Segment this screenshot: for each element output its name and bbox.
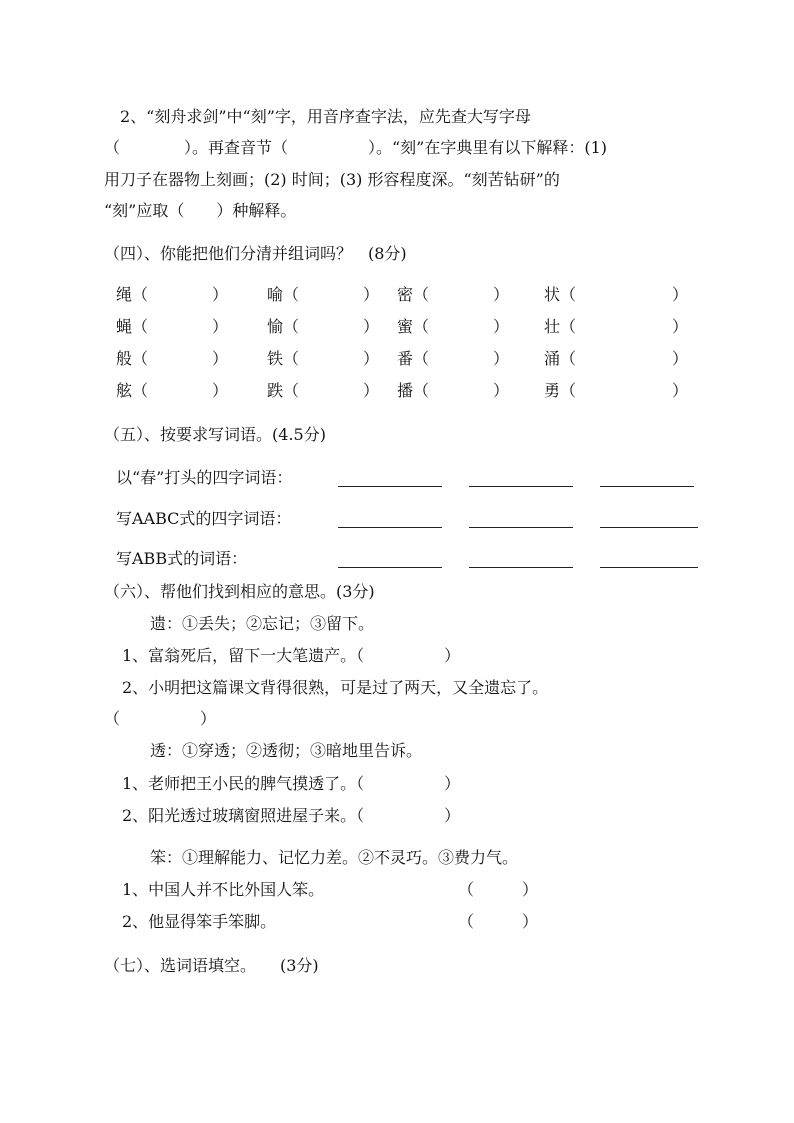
q2-line4: “刻”应取（ ）种解释。	[104, 201, 297, 220]
s4-cell: 状（ ）	[544, 285, 689, 304]
q2-line2: （ ）。再查音节（ ）。“刻”在字典里有以下解释：(1)	[104, 138, 608, 157]
answer-paren: （ ）	[104, 709, 217, 728]
section-6-title: （六）、帮他们找到相应的意思。(3分)	[104, 582, 375, 601]
sentence: 1、富翁死后，留下一大笔遗产。（ ）	[122, 646, 461, 665]
answer-line[interactable]	[338, 567, 442, 568]
definition-yi: 遗：①丢失；②忘记；③留下。	[150, 614, 375, 633]
s4-cell: 铁（ ）	[267, 349, 380, 368]
definition-tou: 透：①穿透；②透彻；③暗地里告诉。	[150, 741, 423, 760]
section-7-title: （七）、选词语填空。 (3分)	[104, 956, 319, 975]
s4-cell: 蜜（ ）	[397, 317, 510, 336]
s4-cell: 绳（ ）	[116, 285, 229, 304]
answer-line[interactable]	[469, 567, 573, 568]
definition-ben: 笨：①理解能力、记忆力差。②不灵巧。③费力气。	[150, 848, 519, 867]
answer-paren: （ ）	[458, 880, 539, 899]
answer-line[interactable]	[338, 486, 442, 487]
s4-cell: 番（ ）	[397, 349, 510, 368]
answer-line[interactable]	[600, 527, 698, 528]
sentence: 1、中国人并不比外国人笨。	[122, 880, 325, 899]
s5-item-label: 写ABB式的词语：	[116, 549, 248, 568]
s4-cell: 涌（ ）	[544, 349, 689, 368]
s4-cell: 密（ ）	[397, 285, 510, 304]
answer-line[interactable]	[469, 486, 573, 487]
s4-cell: 般（ ）	[116, 349, 229, 368]
answer-paren: （ ）	[458, 912, 539, 931]
s4-cell: 勇（ ）	[544, 381, 689, 400]
s5-item-label: 以“春”打头的四字词语：	[116, 468, 293, 487]
s4-cell: 跌（ ）	[267, 381, 380, 400]
sentence: 2、他显得笨手笨脚。	[122, 912, 277, 931]
answer-line[interactable]	[469, 527, 573, 528]
s4-cell: 播（ ）	[397, 381, 510, 400]
answer-line[interactable]	[600, 486, 694, 487]
s4-cell: 舷（ ）	[116, 381, 229, 400]
sentence: 1、老师把王小民的脾气摸透了。（ ）	[122, 774, 461, 793]
q2-line1: 2、“刻舟求剑”中“刻”字，用音序查字法，应先查大写字母	[120, 107, 531, 126]
s4-cell: 蝇（ ）	[116, 317, 229, 336]
section-5-title: （五）、按要求写词语。(4.5分)	[104, 425, 326, 444]
answer-line[interactable]	[338, 527, 442, 528]
sentence: 2、小明把这篇课文背得很熟，可是过了两天，又全遗忘了。	[122, 678, 549, 697]
s5-item-label: 写AABC式的四字词语：	[116, 509, 292, 528]
section-4-title: （四）、你能把他们分清并组词吗？ (8分)	[104, 244, 407, 263]
s4-cell: 喻（ ）	[267, 285, 380, 304]
answer-line[interactable]	[600, 567, 698, 568]
s4-cell: 壮（ ）	[544, 317, 689, 336]
q2-line3: 用刀子在器物上刻画；(2) 时间；(3) 形容程度深。“刻苦钻研”的	[104, 170, 560, 189]
sentence: 2、阳光透过玻璃窗照进屋子来。（ ）	[122, 806, 461, 825]
s4-cell: 愉（ ）	[267, 317, 380, 336]
